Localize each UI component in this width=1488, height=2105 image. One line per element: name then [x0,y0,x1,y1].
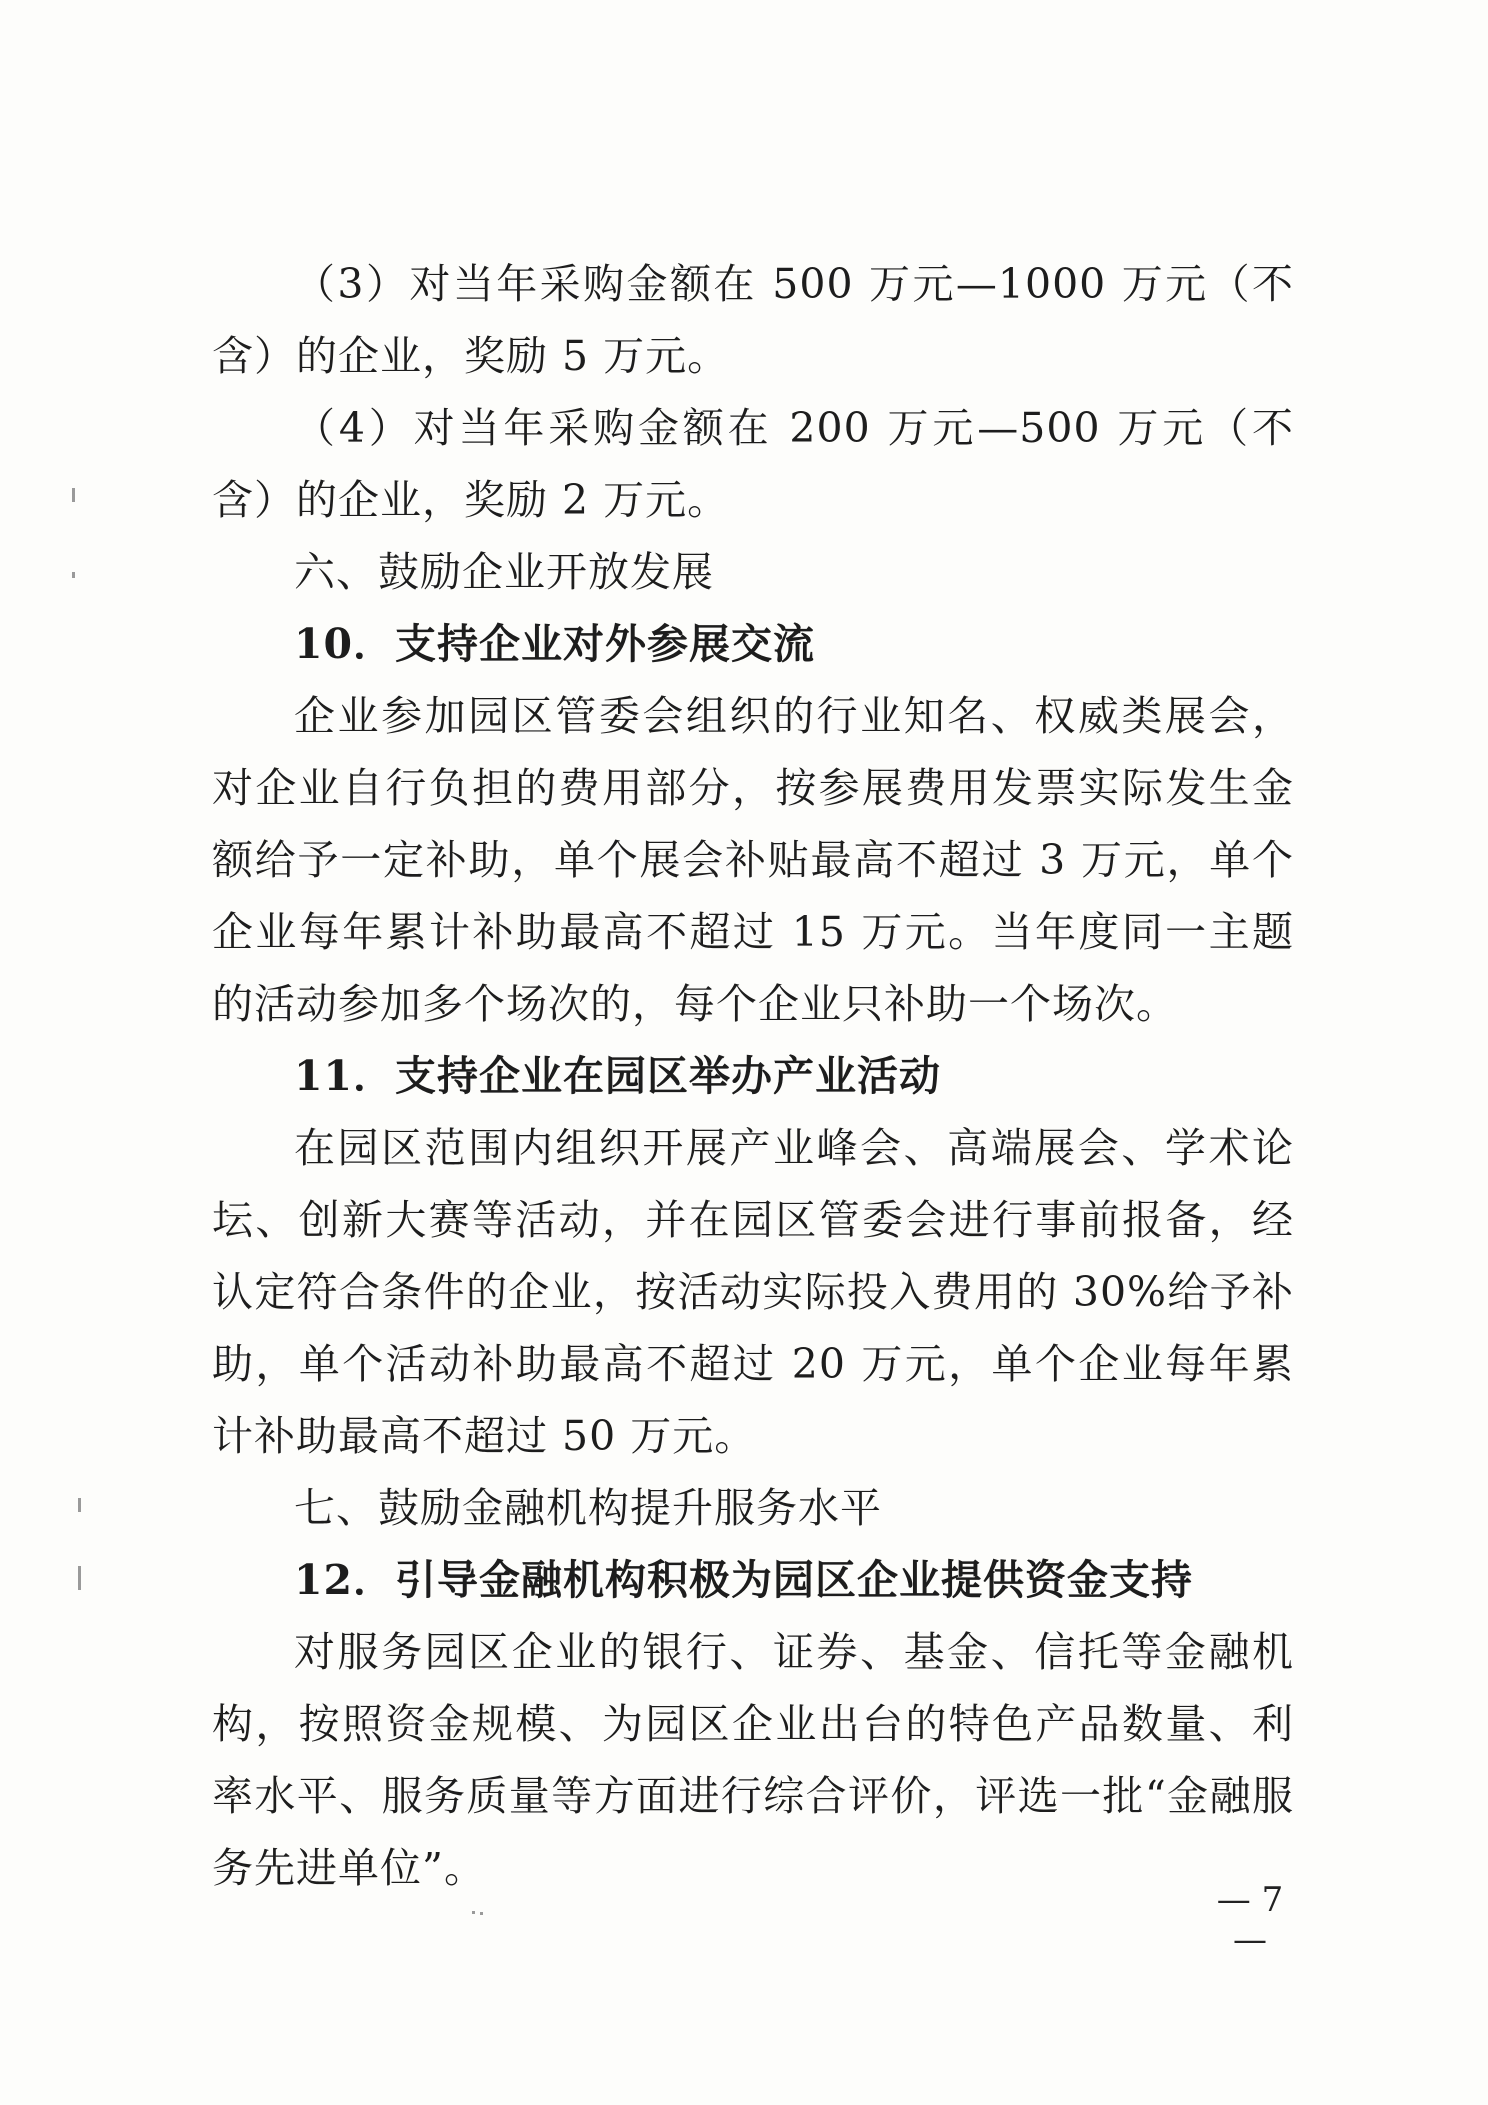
scan-mark [78,1498,81,1512]
scan-mark [72,572,75,578]
section-heading-7: 七、鼓励金融机构提升服务水平 [294,1484,882,1532]
paragraph-item-12: 对服务园区企业的银行、证券、基金、信托等金融机构，按照资金规模、为园区企业出台的特色产品数量、利率水平、服务质量等方面进行综合评价，评选一批“金融服务先进单位”。 [212,1628,1294,1892]
item-heading-11: 11．支持企业在园区举办产业活动 [294,1052,942,1100]
scan-mark [480,1912,483,1915]
scan-mark [78,1566,81,1590]
page-number: — 7 — [1216,1880,1284,1960]
paragraph-item-4: （4）对当年采购金额在 200 万元—500 万元（不含）的企业，奖励 2 万元。 [212,404,1294,524]
scan-mark [72,488,75,502]
section-heading-6: 六、鼓励企业开放发展 [294,548,714,596]
item-heading-10: 10．支持企业对外参展交流 [294,620,816,668]
paragraph-item-11: 在园区范围内组织开展产业峰会、高端展会、学术论坛、创新大赛等活动，并在园区管委会进行事前报备，经认定符合条件的企业，按活动实际投入费用的 30%给予补助，单个活动补助最高不超过 20 万元，单个企业每年累计补助最高不超过 50 万元。 [212,1124,1294,1460]
item-heading-12: 12．引导金融机构积极为园区企业提供资金支持 [294,1556,1194,1604]
paragraph-item-10: 企业参加园区管委会组织的行业知名、权威类展会，对企业自行负担的费用部分，按参展费用发票实际发生金额给予一定补助，单个展会补贴最高不超过 3 万元，单个企业每年累计补助最高不超过 15 万元。当年度同一主题的活动参加多个场次的，每个企业只补助一个场次。 [212,692,1294,1028]
scan-mark [472,1911,475,1914]
document-body [212,248,1294,1904]
paragraph-item-3: （3）对当年采购金额在 500 万元—1000 万元（不含）的企业，奖励 5 万元。 [212,260,1294,380]
